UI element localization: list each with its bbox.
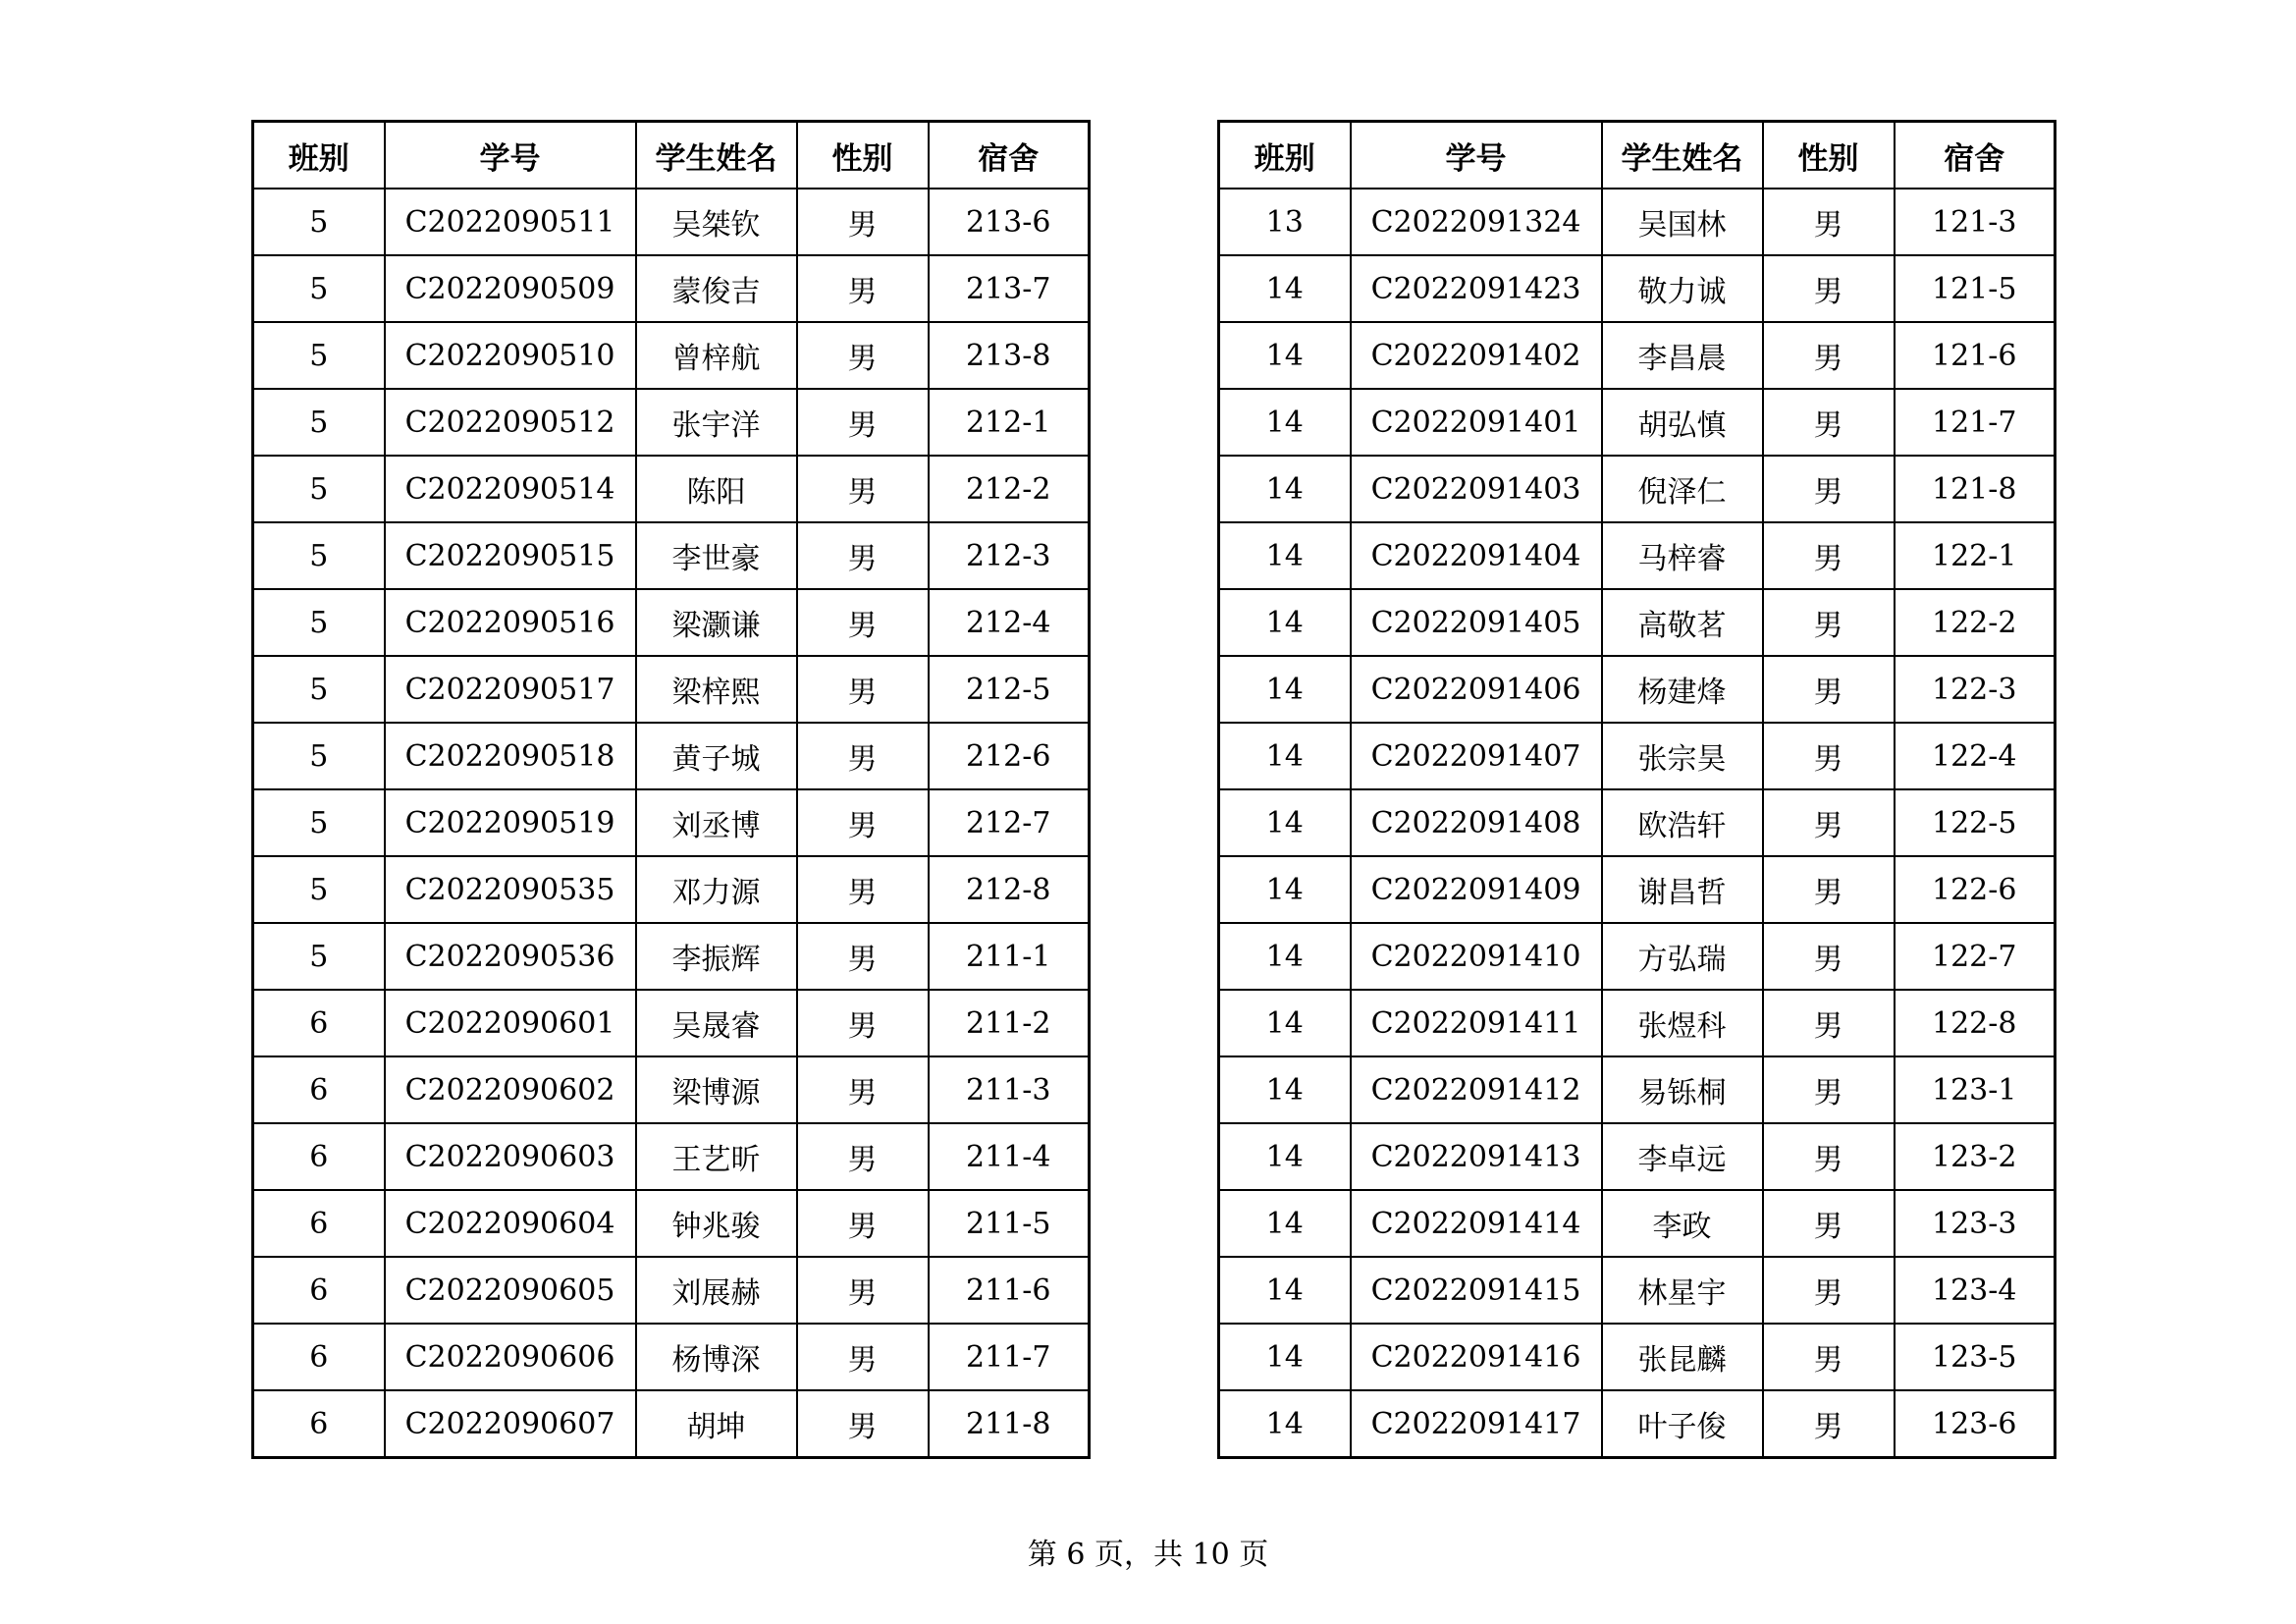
cell-dorm: 121-3 [1895, 189, 2056, 255]
cell-student-id: C2022091406 [1351, 656, 1602, 723]
cell-gender: 男 [1763, 255, 1895, 322]
table-row [1219, 990, 2056, 1056]
cell-class: 14 [1219, 723, 1351, 789]
cell-student-id: C2022091411 [1351, 990, 1602, 1056]
table-row [253, 189, 1090, 255]
cell-class: 5 [253, 656, 385, 723]
table-row [253, 322, 1090, 389]
header-row [1219, 122, 2056, 189]
cell-student-id: C2022090536 [385, 923, 636, 990]
cell-gender: 男 [1763, 1390, 1895, 1458]
cell-class: 5 [253, 456, 385, 522]
cell-student-id: C2022090535 [385, 856, 636, 923]
cell-gender: 男 [797, 255, 929, 322]
cell-student-id: C2022091403 [1351, 456, 1602, 522]
cell-gender: 男 [1763, 522, 1895, 589]
cell-dorm: 123-5 [1895, 1324, 2056, 1390]
cell-name: 马梓睿 [1602, 522, 1763, 589]
cell-gender: 男 [797, 789, 929, 856]
left-roster-table [251, 120, 1091, 1459]
cell-gender: 男 [797, 589, 929, 656]
cell-dorm: 212-8 [929, 856, 1090, 923]
cell-student-id: C2022091409 [1351, 856, 1602, 923]
cell-student-id: C2022090516 [385, 589, 636, 656]
cell-gender: 男 [1763, 1123, 1895, 1190]
cell-dorm: 212-1 [929, 389, 1090, 456]
cell-student-id: C2022090607 [385, 1390, 636, 1458]
cell-student-id: C2022090511 [385, 189, 636, 255]
cell-student-id: C2022091402 [1351, 322, 1602, 389]
cell-dorm: 121-8 [1895, 456, 2056, 522]
table-row [1219, 1190, 2056, 1257]
table-row [1219, 189, 2056, 255]
table-row [1219, 322, 2056, 389]
cell-gender: 男 [797, 1390, 929, 1458]
table-row [1219, 923, 2056, 990]
header-class: 班别 [1219, 122, 1351, 189]
cell-class: 5 [253, 255, 385, 322]
cell-gender: 男 [1763, 656, 1895, 723]
cell-student-id: C2022090519 [385, 789, 636, 856]
cell-dorm: 211-3 [929, 1056, 1090, 1123]
table-row [253, 789, 1090, 856]
cell-class: 14 [1219, 456, 1351, 522]
cell-dorm: 123-2 [1895, 1123, 2056, 1190]
cell-class: 14 [1219, 255, 1351, 322]
cell-dorm: 212-5 [929, 656, 1090, 723]
table-row [1219, 656, 2056, 723]
cell-gender: 男 [1763, 1056, 1895, 1123]
cell-student-id: C2022090606 [385, 1324, 636, 1390]
cell-name: 张煜科 [1602, 990, 1763, 1056]
cell-dorm: 121-5 [1895, 255, 2056, 322]
table-row [1219, 1257, 2056, 1324]
cell-class: 5 [253, 589, 385, 656]
cell-class: 14 [1219, 1324, 1351, 1390]
table-row [253, 1390, 1090, 1458]
cell-dorm: 212-4 [929, 589, 1090, 656]
right-roster-table [1217, 120, 2056, 1459]
cell-gender: 男 [1763, 1257, 1895, 1324]
cell-class: 6 [253, 990, 385, 1056]
cell-name: 张宗昊 [1602, 723, 1763, 789]
cell-name: 谢昌哲 [1602, 856, 1763, 923]
cell-dorm: 122-6 [1895, 856, 2056, 923]
cell-student-id: C2022091410 [1351, 923, 1602, 990]
table-row [253, 522, 1090, 589]
cell-gender: 男 [1763, 723, 1895, 789]
cell-class: 13 [1219, 189, 1351, 255]
cell-dorm: 121-7 [1895, 389, 2056, 456]
header-name: 学生姓名 [636, 122, 797, 189]
cell-name: 李卓远 [1602, 1123, 1763, 1190]
cell-dorm: 213-8 [929, 322, 1090, 389]
cell-class: 6 [253, 1190, 385, 1257]
table-row [253, 456, 1090, 522]
cell-gender: 男 [797, 656, 929, 723]
table-row [253, 389, 1090, 456]
cell-class: 14 [1219, 656, 1351, 723]
table-row [1219, 856, 2056, 923]
cell-name: 刘展赫 [636, 1257, 797, 1324]
table-row [1219, 723, 2056, 789]
cell-student-id: C2022091413 [1351, 1123, 1602, 1190]
cell-gender: 男 [1763, 923, 1895, 990]
cell-student-id: C2022090518 [385, 723, 636, 789]
cell-dorm: 212-7 [929, 789, 1090, 856]
cell-name: 欧浩轩 [1602, 789, 1763, 856]
cell-class: 5 [253, 389, 385, 456]
cell-dorm: 122-3 [1895, 656, 2056, 723]
cell-gender: 男 [1763, 1324, 1895, 1390]
cell-name: 梁博源 [636, 1056, 797, 1123]
cell-student-id: C2022090514 [385, 456, 636, 522]
cell-name: 倪泽仁 [1602, 456, 1763, 522]
table-row [1219, 789, 2056, 856]
cell-gender: 男 [797, 1190, 929, 1257]
cell-name: 胡坤 [636, 1390, 797, 1458]
left-roster-body [253, 189, 1090, 1458]
header-gender: 性别 [797, 122, 929, 189]
cell-class: 14 [1219, 1190, 1351, 1257]
cell-gender: 男 [1763, 990, 1895, 1056]
cell-student-id: C2022090509 [385, 255, 636, 322]
table-row [1219, 1123, 2056, 1190]
table-row [1219, 389, 2056, 456]
cell-class: 14 [1219, 856, 1351, 923]
cell-name: 吴晟睿 [636, 990, 797, 1056]
table-row [1219, 522, 2056, 589]
cell-class: 5 [253, 856, 385, 923]
cell-gender: 男 [797, 189, 929, 255]
header-dorm: 宿舍 [1895, 122, 2056, 189]
table-row [253, 990, 1090, 1056]
cell-name: 刘丞博 [636, 789, 797, 856]
table-row [253, 1257, 1090, 1324]
cell-name: 易铄桐 [1602, 1056, 1763, 1123]
cell-gender: 男 [797, 1257, 929, 1324]
cell-student-id: C2022090605 [385, 1257, 636, 1324]
table-row [253, 723, 1090, 789]
page-number: 第 6 页，共 10 页 [1027, 1538, 1269, 1572]
cell-class: 14 [1219, 1123, 1351, 1190]
cell-gender: 男 [797, 389, 929, 456]
table-row [1219, 589, 2056, 656]
cell-gender: 男 [1763, 589, 1895, 656]
cell-student-id: C2022090512 [385, 389, 636, 456]
cell-student-id: C2022091414 [1351, 1190, 1602, 1257]
cell-class: 5 [253, 522, 385, 589]
table-row [1219, 1056, 2056, 1123]
cell-dorm: 123-3 [1895, 1190, 2056, 1257]
cell-dorm: 211-8 [929, 1390, 1090, 1458]
cell-name: 梁梓熙 [636, 656, 797, 723]
table-row [253, 856, 1090, 923]
table-row [253, 656, 1090, 723]
cell-dorm: 211-7 [929, 1324, 1090, 1390]
cell-gender: 男 [1763, 389, 1895, 456]
table-row [253, 589, 1090, 656]
cell-student-id: C2022091324 [1351, 189, 1602, 255]
cell-gender: 男 [797, 923, 929, 990]
table-row [253, 1190, 1090, 1257]
cell-gender: 男 [1763, 322, 1895, 389]
cell-student-id: C2022090604 [385, 1190, 636, 1257]
cell-dorm: 213-6 [929, 189, 1090, 255]
cell-name: 叶子俊 [1602, 1390, 1763, 1458]
cell-dorm: 122-7 [1895, 923, 2056, 990]
cell-dorm: 122-4 [1895, 723, 2056, 789]
cell-name: 敬力诚 [1602, 255, 1763, 322]
header-dorm: 宿舍 [929, 122, 1090, 189]
table-row [1219, 456, 2056, 522]
cell-name: 邓力源 [636, 856, 797, 923]
cell-dorm: 122-8 [1895, 990, 2056, 1056]
cell-class: 6 [253, 1390, 385, 1458]
cell-dorm: 123-1 [1895, 1056, 2056, 1123]
cell-gender: 男 [1763, 1190, 1895, 1257]
cell-name: 梁灏谦 [636, 589, 797, 656]
right-roster-body [1219, 189, 2056, 1458]
cell-name: 胡弘慎 [1602, 389, 1763, 456]
cell-dorm: 212-2 [929, 456, 1090, 522]
table-row [1219, 255, 2056, 322]
cell-dorm: 123-6 [1895, 1390, 2056, 1458]
cell-gender: 男 [1763, 456, 1895, 522]
cell-class: 6 [253, 1257, 385, 1324]
cell-class: 14 [1219, 789, 1351, 856]
cell-name: 李昌晨 [1602, 322, 1763, 389]
cell-class: 5 [253, 723, 385, 789]
table-row [253, 255, 1090, 322]
cell-student-id: C2022091404 [1351, 522, 1602, 589]
cell-dorm: 122-2 [1895, 589, 2056, 656]
cell-student-id: C2022090602 [385, 1056, 636, 1123]
cell-dorm: 211-1 [929, 923, 1090, 990]
cell-name: 李政 [1602, 1190, 1763, 1257]
cell-class: 6 [253, 1056, 385, 1123]
cell-class: 6 [253, 1324, 385, 1390]
cell-student-id: C2022090515 [385, 522, 636, 589]
cell-class: 14 [1219, 990, 1351, 1056]
cell-dorm: 122-1 [1895, 522, 2056, 589]
cell-name: 杨建烽 [1602, 656, 1763, 723]
cell-student-id: C2022091412 [1351, 1056, 1602, 1123]
cell-student-id: C2022091408 [1351, 789, 1602, 856]
cell-class: 14 [1219, 589, 1351, 656]
cell-name: 李世豪 [636, 522, 797, 589]
cell-dorm: 211-2 [929, 990, 1090, 1056]
cell-name: 张宇洋 [636, 389, 797, 456]
cell-gender: 男 [797, 322, 929, 389]
cell-name: 杨博深 [636, 1324, 797, 1390]
cell-dorm: 211-4 [929, 1123, 1090, 1190]
cell-dorm: 212-6 [929, 723, 1090, 789]
cell-name: 王艺昕 [636, 1123, 797, 1190]
cell-name: 曾梓航 [636, 322, 797, 389]
cell-dorm: 123-4 [1895, 1257, 2056, 1324]
cell-student-id: C2022091407 [1351, 723, 1602, 789]
cell-class: 14 [1219, 923, 1351, 990]
table-row [1219, 1390, 2056, 1458]
cell-class: 14 [1219, 322, 1351, 389]
cell-name: 吴桀钦 [636, 189, 797, 255]
header-student-id: 学号 [1351, 122, 1602, 189]
table-row [1219, 1324, 2056, 1390]
cell-name: 黄子城 [636, 723, 797, 789]
cell-name: 蒙俊吉 [636, 255, 797, 322]
cell-gender: 男 [797, 1123, 929, 1190]
cell-name: 林星宇 [1602, 1257, 1763, 1324]
cell-name: 高敬茗 [1602, 589, 1763, 656]
cell-name: 陈阳 [636, 456, 797, 522]
table-row [253, 1056, 1090, 1123]
cell-class: 14 [1219, 522, 1351, 589]
header-gender: 性别 [1763, 122, 1895, 189]
cell-student-id: C2022090517 [385, 656, 636, 723]
cell-class: 14 [1219, 389, 1351, 456]
cell-dorm: 122-5 [1895, 789, 2056, 856]
cell-student-id: C2022091423 [1351, 255, 1602, 322]
cell-gender: 男 [1763, 856, 1895, 923]
cell-student-id: C2022090601 [385, 990, 636, 1056]
cell-class: 14 [1219, 1056, 1351, 1123]
table-row [253, 923, 1090, 990]
cell-name: 李振辉 [636, 923, 797, 990]
cell-student-id: C2022090603 [385, 1123, 636, 1190]
cell-name: 方弘瑞 [1602, 923, 1763, 990]
cell-class: 5 [253, 322, 385, 389]
cell-class: 14 [1219, 1390, 1351, 1458]
cell-gender: 男 [797, 1324, 929, 1390]
cell-class: 6 [253, 1123, 385, 1190]
cell-dorm: 211-6 [929, 1257, 1090, 1324]
cell-name: 钟兆骏 [636, 1190, 797, 1257]
cell-class: 5 [253, 189, 385, 255]
header-class: 班别 [253, 122, 385, 189]
header-student-id: 学号 [385, 122, 636, 189]
cell-dorm: 121-6 [1895, 322, 2056, 389]
cell-dorm: 211-5 [929, 1190, 1090, 1257]
cell-student-id: C2022091405 [1351, 589, 1602, 656]
cell-student-id: C2022091417 [1351, 1390, 1602, 1458]
cell-gender: 男 [797, 522, 929, 589]
cell-class: 5 [253, 789, 385, 856]
cell-gender: 男 [797, 723, 929, 789]
cell-name: 吴国林 [1602, 189, 1763, 255]
cell-gender: 男 [797, 456, 929, 522]
cell-student-id: C2022091401 [1351, 389, 1602, 456]
cell-gender: 男 [797, 990, 929, 1056]
cell-dorm: 213-7 [929, 255, 1090, 322]
cell-class: 5 [253, 923, 385, 990]
cell-gender: 男 [1763, 789, 1895, 856]
cell-class: 14 [1219, 1257, 1351, 1324]
cell-dorm: 212-3 [929, 522, 1090, 589]
table-row [253, 1123, 1090, 1190]
cell-student-id: C2022090510 [385, 322, 636, 389]
cell-name: 张昆麟 [1602, 1324, 1763, 1390]
table-row [253, 1324, 1090, 1390]
header-name: 学生姓名 [1602, 122, 1763, 189]
cell-student-id: C2022091415 [1351, 1257, 1602, 1324]
cell-gender: 男 [1763, 189, 1895, 255]
cell-gender: 男 [797, 1056, 929, 1123]
cell-student-id: C2022091416 [1351, 1324, 1602, 1390]
header-row [253, 122, 1090, 189]
cell-gender: 男 [797, 856, 929, 923]
